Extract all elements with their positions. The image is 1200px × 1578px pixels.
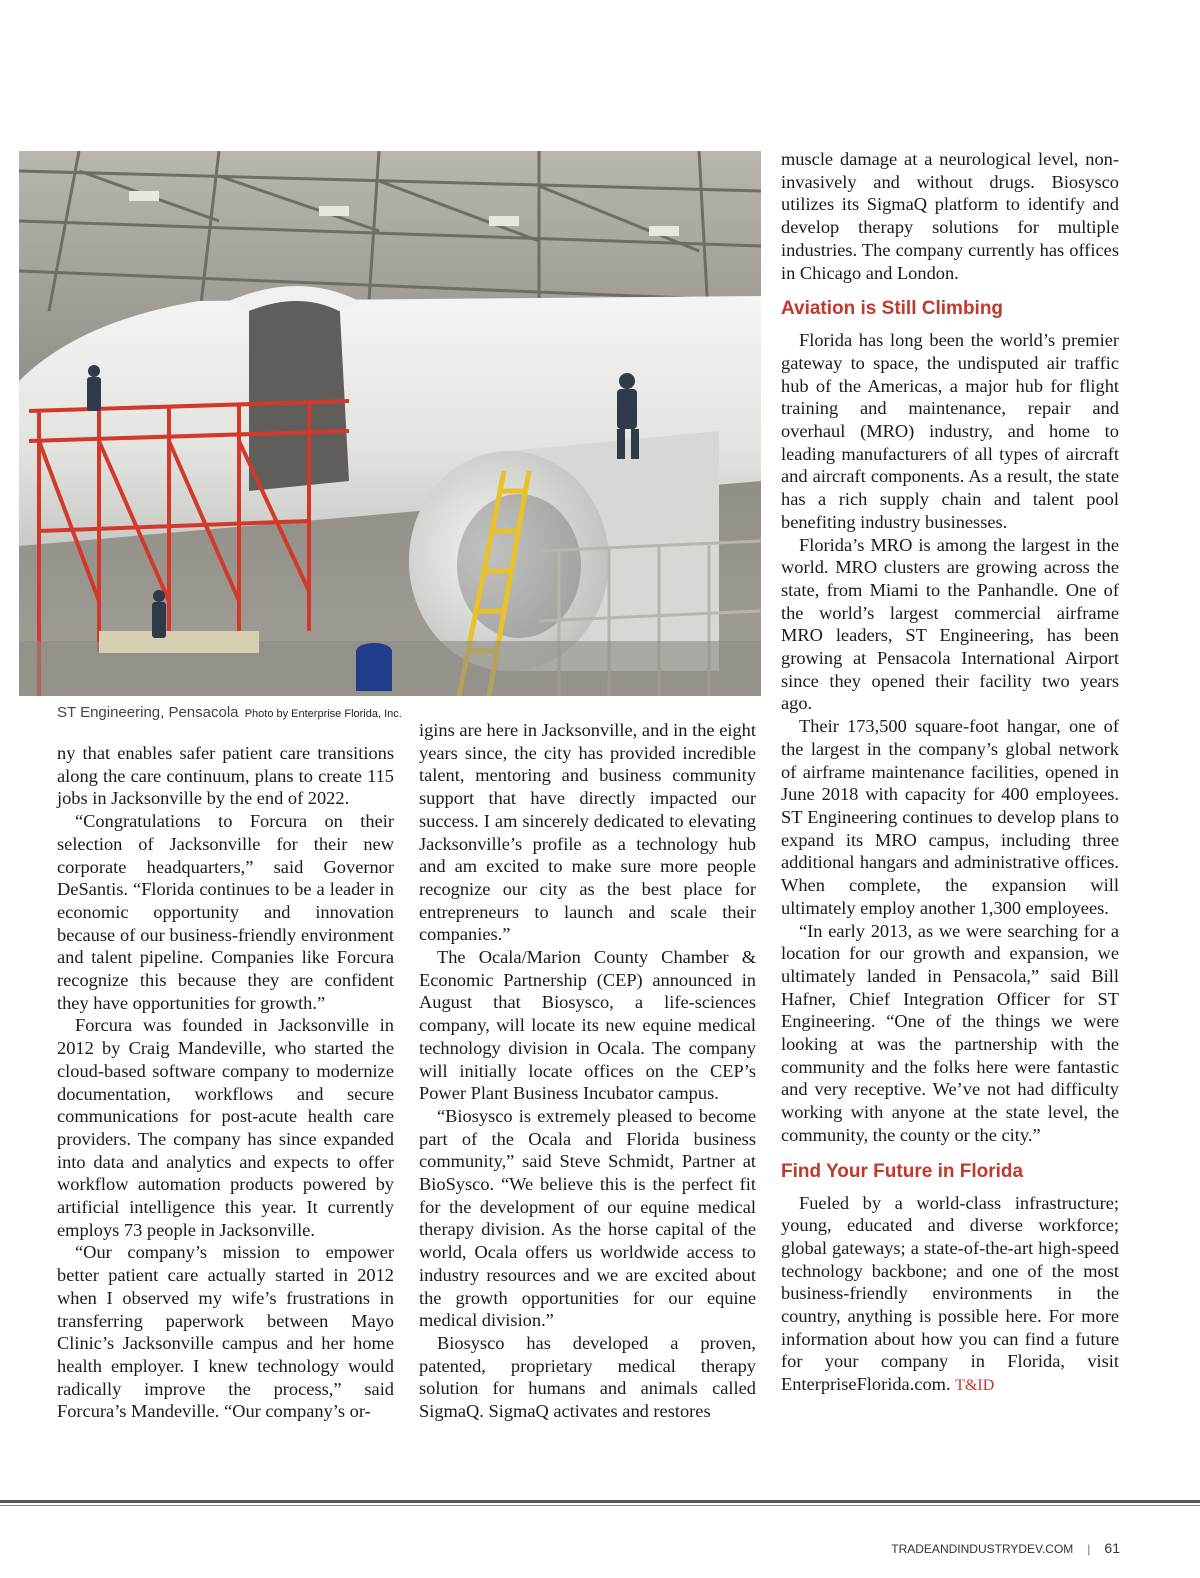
paragraph: Florida has long been the world’s premier gateway to space, the undisputed air traffic hub of the Americas, a major hub for flight training and maintenance, repair and overhaul (MRO) industry, and home to leading manufacturers of all types of aircraft and aircraft components. As a result, the state has a rich supply chain and talent pool benefiting industry businesses. <box>781 330 1119 532</box>
paragraph: igins are here in Jacksonville, and in the eight years since, the city has provided incredible talent, mentoring and business community support that have directly impacted our success. I am sincerely dedicated to elevating Jacksonville’s profile as a technology hub and am excited to make sure more people recognize our city as the best place for entrepreneurs to launch and scale their companies.” <box>419 720 756 945</box>
footer-rule <box>0 1500 1200 1503</box>
magazine-signoff: T&ID <box>955 1377 995 1395</box>
caption-location: ST Engineering, Pensacola <box>57 704 239 721</box>
paragraph: “Our company’s mission to empower better patient care actually started in 2012 when I observed my wife’s frustrations in transferring paperwork between Mayo Clinic’s Jacksonville campus and her home health employer. I knew technology would radically improve the process,” said Forcura’s Mandeville. “Our company’s or- <box>57 1242 394 1422</box>
hangar-photo <box>19 151 761 696</box>
section-heading: Aviation is Still Climbing <box>781 298 1004 320</box>
section-heading: Find Your Future in Florida <box>781 1160 1024 1182</box>
footer-website: TRADEANDINDUSTRYDEV.COM <box>891 1542 1074 1556</box>
page-number: 61 <box>1104 1540 1120 1556</box>
paragraph: Their 173,500 square-foot hangar, one of the largest in the company’s global network of airframe maintenance facilities, opened in June 2018 with capacity for 400 employees. ST Engineering continues to develop plans to expand its MRO campus, including three additional hangars and administrative offices. When complete, the expansion will ultimately employ another 1,300 employees. <box>781 716 1119 918</box>
paragraph <box>781 1192 1119 1398</box>
closing-text: Fueled by a world-class infrastructure; young, educated and diverse workforce; global gateways; a state-of-the-art high-speed technology backbone; and one of the most business-friendly environments in the country, anything is possible here. For more information about how you can find a future for your company in Florida, visit EnterpriseFlorida.com. <box>781 1192 1119 1395</box>
aircraft-maintenance-illustration <box>19 151 761 696</box>
page-footer <box>891 1540 1120 1556</box>
paragraph: The Ocala/Marion County Chamber & Economic Partnership (CEP) announced in August that Biosysco, a life-sciences company, will locate its new equine medical technology division in Ocala. The company will initially locate offices on the CEP’s Power Plant Business Incubator campus. <box>419 947 756 1104</box>
article-column-3 <box>781 148 1119 1398</box>
photo-caption <box>57 704 402 721</box>
paragraph: Forcura was founded in Jacksonville in 2012 by Craig Mandeville, who started the cloud-based software company to modernize documentation, workflows and secure communications for post-acute health care providers. The company has since expanded into data and analytics and expects to offer workflow automation products powered by artificial intelligence this year. It currently employs 73 people in Jacksonville. <box>57 1015 394 1240</box>
article-column-1 <box>57 742 394 1423</box>
photo-credit: Photo by Enterprise Florida, Inc. <box>244 708 402 720</box>
footer-separator: | <box>1087 1542 1091 1556</box>
paragraph: “Congratulations to Forcura on their selection of Jacksonville for their new corporate headquarters,” said Governor DeSantis. “Florida continues to be a leader in economic opportunity and innovation because of our business-friendly environment and talent pipeline. Companies like Forcura recognize this because they are confident they have opportunities for growth.” <box>57 811 394 1013</box>
paragraph: Florida’s MRO is among the largest in the world. MRO clusters are growing across the state, from Miami to the Panhandle. One of the world’s largest commercial airframe MRO leaders, ST Engineering, has been growing at Pensacola International Airport since they opened their facility two years ago. <box>781 534 1119 714</box>
paragraph: muscle damage at a neurological level, non-invasively and without drugs. Biosysco utilizes its SigmaQ platform to identify and develop therapy solutions for multiple industries. The company currently has offices in Chicago and London. <box>781 149 1119 283</box>
article-column-2 <box>419 719 756 1423</box>
paragraph: ny that enables safer patient care transitions along the care continuum, plans to create 115 jobs in Jacksonville by the end of 2022. <box>57 743 394 809</box>
paragraph: Biosysco has developed a proven, patented, proprietary medical therapy solution for humans and animals called SigmaQ. SigmaQ activates and restores <box>419 1332 756 1422</box>
footer-rule-thin <box>0 1505 1200 1506</box>
paragraph: “In early 2013, as we were searching for a location for our growth and expansion, we ultimately landed in Pensacola,” said Bill Hafner, Chief Integration Officer for ST Engineering. “One of the things we were looking at was the partnership with the community and the folks here were fantastic and very receptive. We’ve not had difficulty working with anyone at the state level, the community, the county or the city.” <box>781 920 1119 1145</box>
paragraph: “Biosysco is extremely pleased to become part of the Ocala and Florida business community,” said Steve Schmidt, Partner at BioSysco. “We believe this is the perfect fit for the development of our equine medical therapy division. As the horse capital of the world, Ocala offers us worldwide access to industry resources and we are excited about the growth opportunities for our equine medical division.” <box>419 1105 756 1331</box>
